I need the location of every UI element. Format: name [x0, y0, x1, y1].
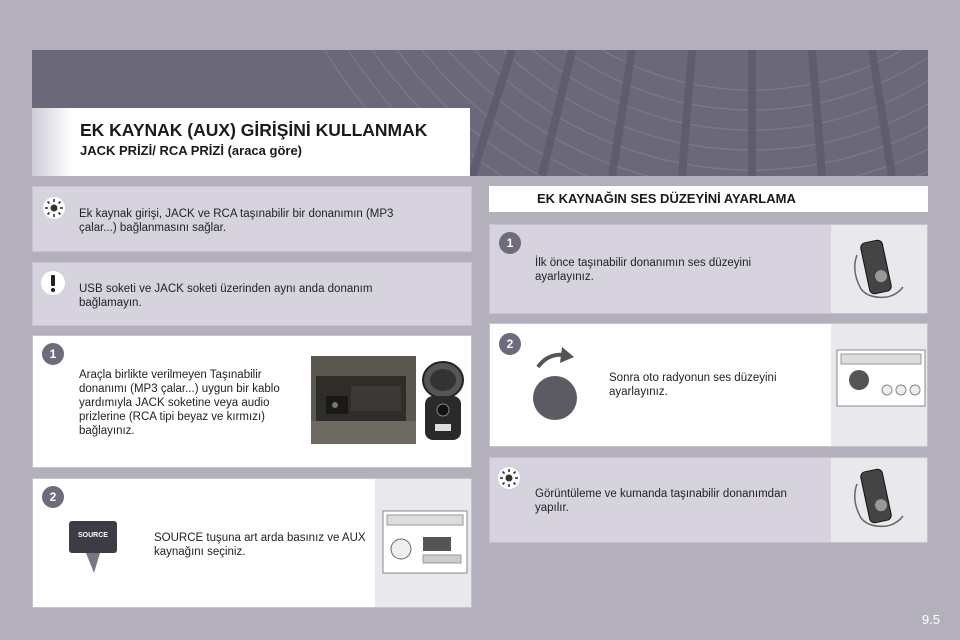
- sun-info-icon: [42, 196, 66, 220]
- mp3-player-hand-icon: [831, 225, 927, 313]
- warning-text: USB soketi ve JACK soketi üzerinden aynı anda donanım bağlamayın.: [79, 283, 373, 309]
- volume-step2-text: Sonra oto radyonun ses düzeyini ayarlayınız.: [609, 372, 777, 398]
- step2-text: SOURCE tuşuna art arda basınız ve AUX kaynağını seçiniz.: [154, 532, 366, 558]
- volume-step2-badge: 2: [497, 331, 523, 357]
- radio-drawing: [375, 479, 471, 607]
- section-title: EK KAYNAĞIN SES DÜZEYİNİ AYARLAMA: [537, 191, 796, 206]
- exclamation-icon: [40, 270, 66, 296]
- usb-jack-closeup: [419, 360, 467, 444]
- volume-knob-icon: [530, 343, 580, 423]
- volume-info-text: Görüntüleme ve kumanda taşınabilir donanımdan yapılır.: [535, 488, 787, 514]
- volume-section-header: [489, 186, 928, 212]
- radio-volume-drawing: [831, 324, 927, 446]
- page-subtitle: JACK PRİZİ/ RCA PRİZİ (araca göre): [80, 143, 303, 158]
- source-button-label: SOURCE: [78, 532, 108, 539]
- step1-badge: 1: [40, 341, 66, 367]
- info-text: Ek kaynak girişi, JACK ve RCA taşınabilir bir donanımın (MP3 çalar...) bağlanmasını sağlar.: [79, 208, 394, 234]
- step2-badge: 2: [40, 484, 66, 510]
- page-number: 9.5: [921, 612, 940, 627]
- page-title: EK KAYNAK (AUX) GİRİŞİNİ KULLANMAK: [80, 120, 428, 140]
- jack-socket-photo: [311, 356, 416, 444]
- title-box: [32, 108, 470, 176]
- mp3-player-hand-icon-2: [831, 458, 927, 542]
- source-button-illustration: [66, 519, 120, 575]
- volume-step1-badge: 1: [497, 230, 523, 256]
- step1-text: Araçla birlikte verilmeyen Taşınabilir donanımı (MP3 çalar...) uygun bir kablo yardımıyla JACK soketine veya audio prizlerine (RCA tipi beyaz ve kırmızı) bağlayınız.: [79, 369, 280, 437]
- sun-info-icon: [497, 466, 521, 490]
- volume-step1-text: İlk önce taşınabilir donanımın ses düzeyini ayarlayınız.: [535, 257, 752, 283]
